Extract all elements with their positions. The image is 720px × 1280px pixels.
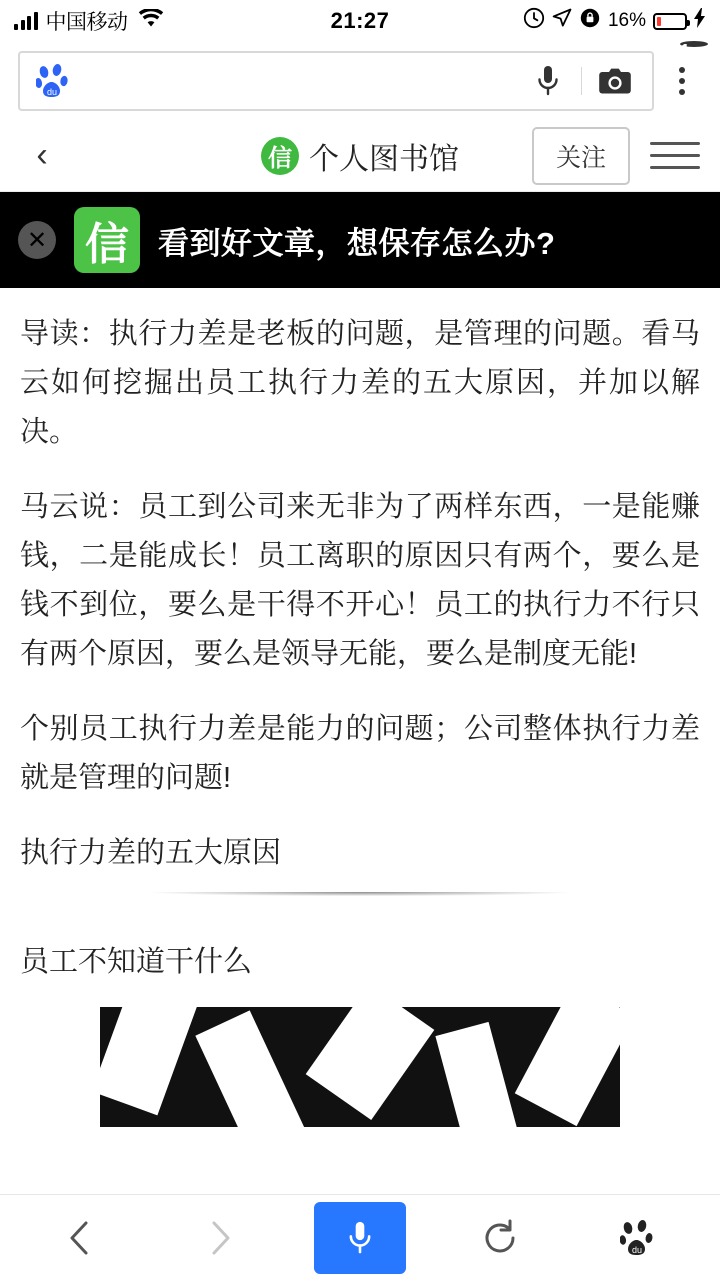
battery-percent-label: 16% [607,10,646,31]
promo-text: 看到好文章，想保存怎么办? [158,225,556,261]
article-body [0,288,720,1194]
search-box[interactable] [18,51,654,111]
site-logo-icon: 信 [261,137,299,175]
microphone-icon[interactable] [525,59,571,103]
search-bar [0,42,720,120]
camera-icon[interactable] [592,59,638,103]
baidu-logo-icon [34,63,78,99]
close-icon[interactable]: ✕ [18,221,56,259]
toolbar-back-button[interactable] [34,1202,126,1274]
toolbar-forward-button[interactable] [174,1202,266,1274]
status-bar [0,0,720,42]
browser-menu-button[interactable] [654,41,710,111]
svg-text:du: du [632,1244,643,1255]
menu-badge: 1 [680,41,708,47]
carrier-label: 中国移动 [45,11,128,34]
hamburger-menu-icon[interactable] [650,134,700,178]
article-subheading: 员工不知道干什么 [20,946,253,978]
article-paragraph: 个别员工执行力差是能力的问题；公司整体执行力差就是管理的问题! [20,713,700,794]
search-divider [581,67,582,95]
article-paragraph: 马云说：员工到公司来无非为了两样东西，一是能赚钱，二是能成长！员工离职的原因只有两个，要么是钱不到位，要么是干得不开心！员工的执行力不行只有两个原因，要么是领导无能，要么是制度无能! [20,491,700,670]
toolbar-voice-search-button[interactable] [314,1202,406,1274]
page-title: 个人图书馆 [309,142,459,176]
search-input[interactable] [78,67,525,95]
site-header [0,120,720,192]
toolbar-home-button[interactable] [594,1202,686,1274]
promo-banner[interactable] [0,192,720,288]
article-image [100,1007,620,1127]
svg-text:du: du [47,87,58,97]
status-bar-time: 21:27 [330,8,390,33]
bottom-toolbar [0,1194,720,1280]
toolbar-refresh-button[interactable] [454,1202,546,1274]
back-button[interactable]: ‹ [36,136,48,174]
article-paragraph: 导读：执行力差是老板的问题，是管理的问题。看马云如何挖掘出员工执行力差的五大原因，并加以解决。 [20,318,700,448]
section-divider [20,892,700,912]
battery-icon [653,13,687,30]
app-logo-icon: 信 [74,207,140,273]
article-heading: 执行力差的五大原因 [20,837,282,869]
follow-button[interactable]: 关注 [532,127,630,185]
